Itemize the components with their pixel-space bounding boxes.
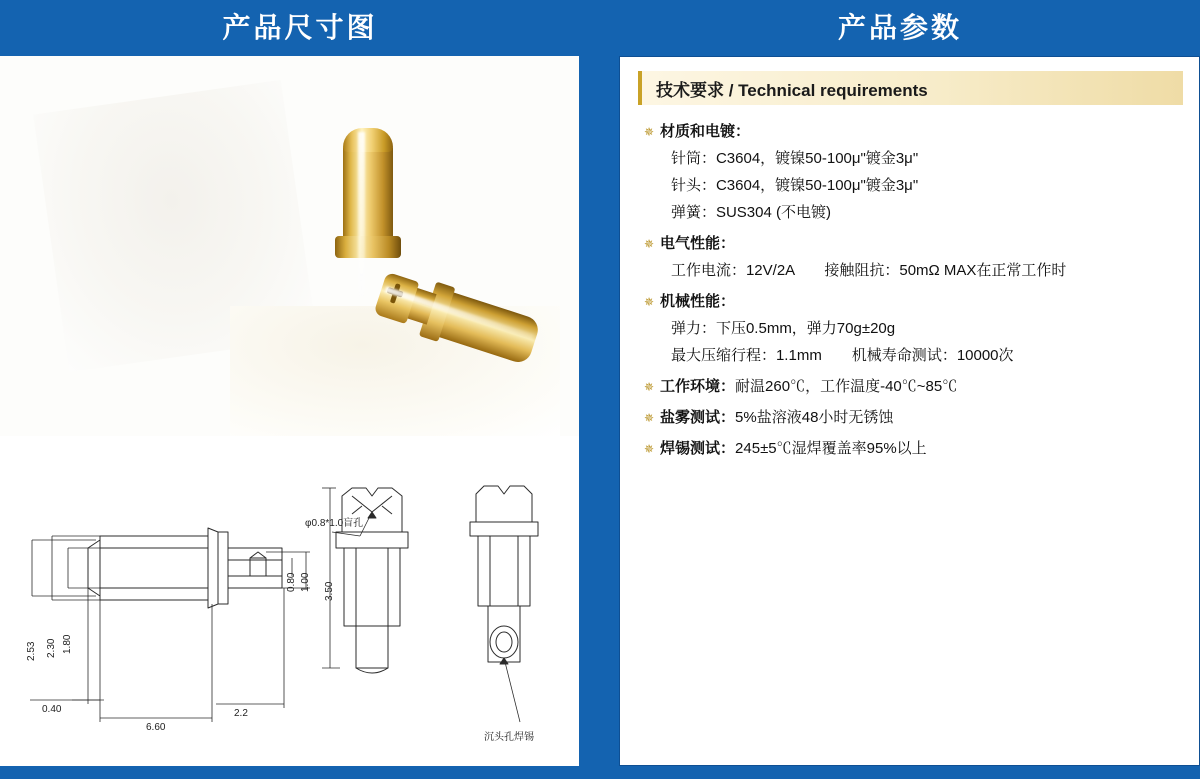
- dimension-label: 1.80: [62, 634, 73, 654]
- spec-rows: [671, 257, 1181, 284]
- spec-row: 工作电流：12V/2A 接触阻抗：50mΩ MAX在正常工作时: [670, 262, 1067, 279]
- spec-group-header: [644, 405, 1181, 431]
- tech-requirements-title-text: 技术要求 / Technical requirements: [655, 80, 928, 100]
- spec-group-label: 机械性能：: [660, 293, 736, 310]
- note-countersink-solder: 沉头孔焊锡: [484, 732, 534, 743]
- spec-group-salt-spray: [644, 405, 1181, 431]
- spec-group-label: 工作环境：: [660, 378, 736, 395]
- spec-group-header: [644, 231, 1181, 257]
- spec-group-label: 电气性能：: [660, 235, 736, 252]
- spec-group-header: [644, 119, 1181, 145]
- panels-container: [0, 56, 1200, 779]
- dimension-label: 3.50: [324, 581, 335, 601]
- pin-highlight: [358, 132, 365, 297]
- spec-group-mechanical: [644, 289, 1181, 369]
- spec-list: [638, 119, 1183, 462]
- spec-row: 最大压缩行程：1.1mm 机械寿命测试：10000次: [670, 347, 1014, 364]
- pin-barrel: [343, 148, 393, 238]
- dimension-label: 1.00: [300, 572, 311, 592]
- dimension-label: 2.2: [234, 708, 248, 719]
- drawing-svg: [0, 436, 579, 766]
- pin2-body: [436, 291, 542, 365]
- flower-bullet-icon: ✵: [643, 380, 655, 394]
- spec-row: 针头：C3604，镀镍50-100μ"镀金3μ": [670, 177, 919, 194]
- tech-requirements-title: [638, 71, 1183, 105]
- spec-row: 针筒：C3604，镀镍50-100μ"镀金3μ": [670, 150, 919, 167]
- spec-row: 弹力：下压0.5mm，弹力70g±20g: [670, 320, 896, 337]
- header-title-dimensions: 产品尺寸图: [222, 12, 378, 43]
- dimension-label: 2.53: [26, 641, 37, 661]
- dimension-label: 0.40: [42, 704, 62, 715]
- spec-group-header: [644, 436, 1181, 462]
- spec-group-inline-value: 耐温260℃，工作温度-40℃~85℃: [735, 378, 958, 395]
- spec-group-material: [644, 119, 1181, 226]
- engineering-drawing: [0, 436, 579, 766]
- spec-group-label: 盐雾测试：: [660, 409, 736, 426]
- section-headers: [0, 0, 1200, 56]
- note-blind-hole: φ0.8*1.0盲孔: [305, 518, 364, 529]
- spec-group-electrical: [644, 231, 1181, 284]
- spec-group-label: 材质和电镀：: [660, 123, 751, 140]
- spec-rows: [671, 145, 1181, 226]
- spec-group-header: [644, 289, 1181, 315]
- spec-group-label: 焊锡测试：: [660, 440, 736, 457]
- spec-rows: [671, 315, 1181, 369]
- flower-bullet-icon: ✵: [643, 237, 655, 251]
- panel-parameters: [619, 56, 1200, 766]
- flower-bullet-icon: ✵: [643, 442, 655, 456]
- pin-head: [343, 128, 393, 152]
- dimension-label: 6.60: [146, 722, 166, 733]
- dimension-label: 0.80: [286, 572, 297, 592]
- flower-bullet-icon: ✵: [643, 125, 655, 139]
- spec-group-environment: [644, 374, 1181, 400]
- spec-group-solderability: [644, 436, 1181, 462]
- flower-bullet-icon: ✵: [643, 411, 655, 425]
- spec-group-inline-value: 245±5℃湿焊覆盖率95%以上: [735, 440, 927, 457]
- panel-dimensions: [0, 56, 579, 766]
- dimension-label: 2.30: [46, 638, 57, 658]
- spec-group-header: [644, 374, 1181, 400]
- product-photo: [0, 56, 579, 436]
- spec-row: 弹簧：SUS304 (不电镀): [670, 204, 831, 221]
- spec-group-inline-value: 5%盐溶液48小时无锈蚀: [735, 409, 894, 426]
- flower-bullet-icon: ✵: [643, 295, 655, 309]
- header-title-parameters: 产品参数: [837, 12, 962, 43]
